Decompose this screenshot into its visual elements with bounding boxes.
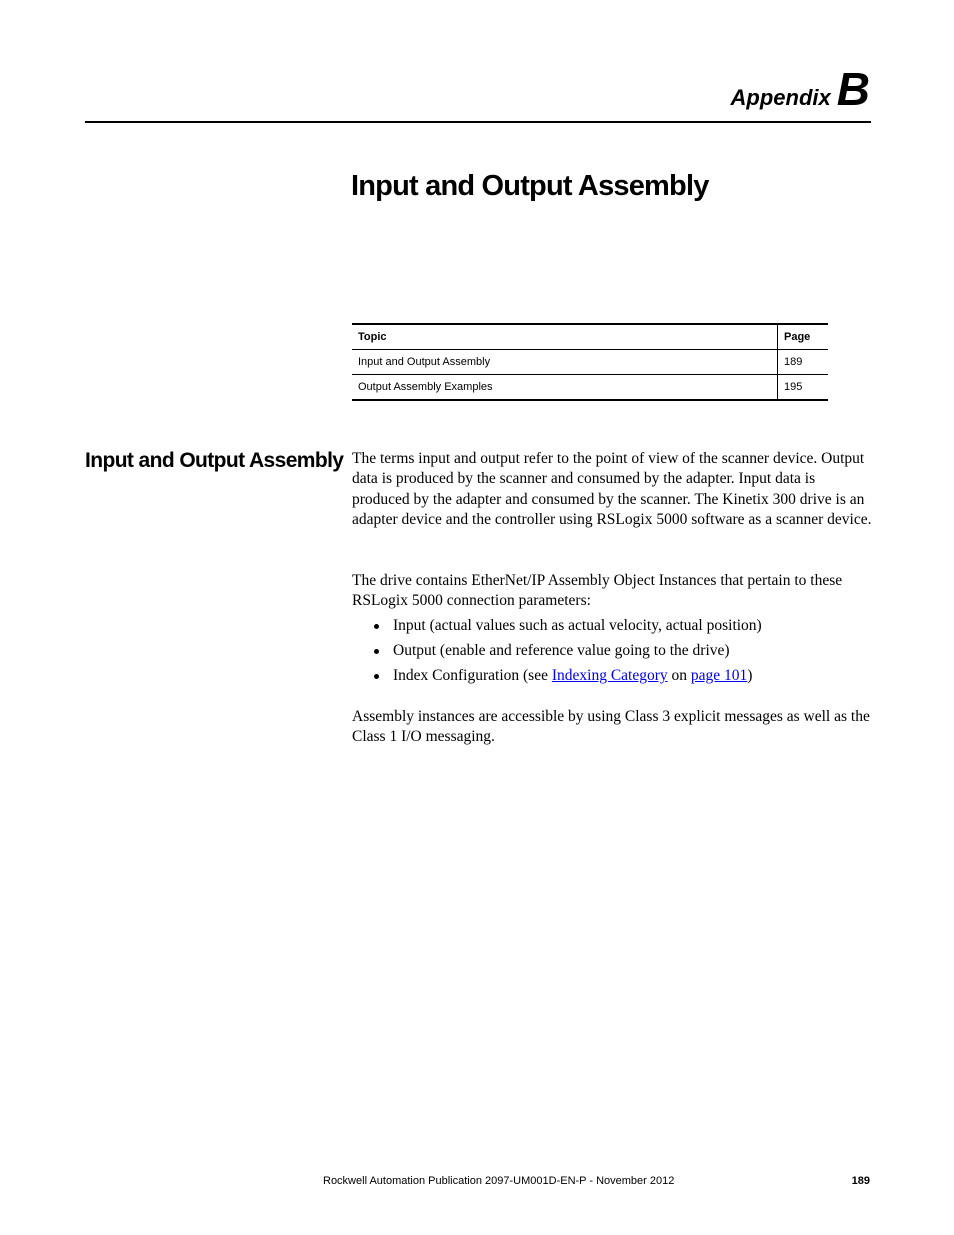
list-item-text: Output (enable and reference value going to the drive) (393, 642, 730, 659)
list-item-prefix: Index Configuration (see (393, 667, 552, 684)
bullet-icon (374, 674, 379, 679)
appendix-word: Appendix (730, 85, 831, 110)
bullet-icon (374, 649, 379, 654)
paragraph-instances: The drive contains EtherNet/IP Assembly Object Instances that pertain to these RSLogix 5000 connection parameters: (352, 572, 843, 610)
page-number: 189 (851, 1175, 870, 1187)
chapter-title: Input and Output Assembly (351, 170, 709, 202)
page-column-header: Page (778, 324, 829, 350)
list-item-suffix: ) (747, 667, 753, 684)
list-item (372, 641, 762, 666)
topic-column-header: Topic (358, 331, 387, 343)
topic-cell: Output Assembly Examples (358, 381, 493, 393)
page-cell: 195 (778, 375, 829, 401)
paragraph-messaging: Assembly instances are accessible by using Class 3 explicit messages as well as the Class 1 I/O messaging. (352, 708, 870, 746)
topic-table (352, 323, 828, 401)
list-item-mid: on (667, 667, 691, 684)
list-item-text: Input (actual values such as actual velocity, actual position) (393, 617, 762, 634)
publication-info: Rockwell Automation Publication 2097-UM001D-EN-P - November 2012 (323, 1175, 675, 1187)
paragraph-intro: The terms input and output refer to the point of view of the scanner device. Output data is produced by the scanner and consumed by the adapter. Input data is produced by the adapter and consumed by the scanner. The Kinetix 300 drive is an adapter device and the controller using RSLogix 5000 software as a scanner device. (352, 450, 872, 528)
appendix-label (731, 62, 870, 116)
header-rule (85, 121, 871, 123)
page-101-link[interactable]: page 101 (690, 667, 748, 684)
page-cell: 189 (778, 350, 829, 375)
parameter-list (372, 616, 762, 691)
table-row (352, 375, 828, 401)
topic-table-header (352, 324, 828, 350)
list-item (372, 616, 762, 641)
appendix-letter: B (836, 63, 870, 115)
list-item (372, 666, 762, 691)
bullet-icon (374, 624, 379, 629)
topic-cell: Input and Output Assembly (358, 356, 491, 368)
indexing-category-link[interactable]: Indexing Category (551, 667, 668, 684)
table-row (352, 350, 828, 375)
section-heading: Input and Output Assembly (85, 449, 344, 472)
